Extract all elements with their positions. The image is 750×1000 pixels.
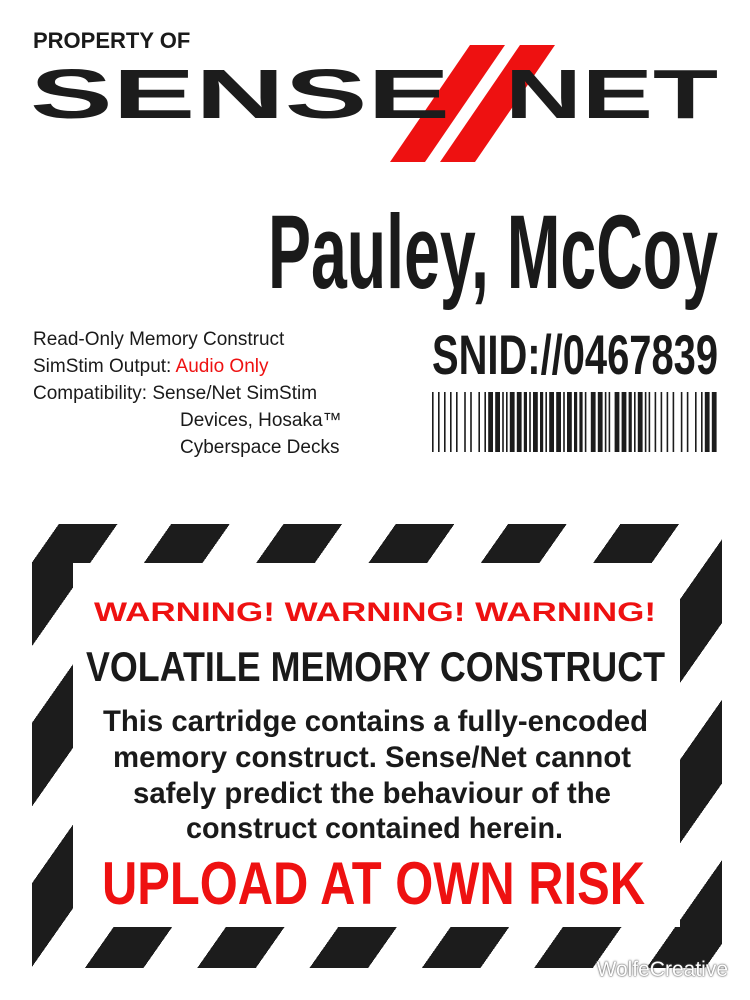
warning-body-line: construct contained herein. — [186, 812, 563, 845]
warning-repeat: WARNING! WARNING! WARNING! — [94, 597, 656, 627]
logo-sense: SENSE — [30, 55, 450, 133]
simstim-label: SimStim Output: — [33, 356, 176, 377]
watermark: WolfeCreative — [596, 958, 728, 981]
warning-title: VOLATILE MEMORY CONSTRUCT — [86, 643, 666, 690]
warning-body-line: safely predict the behaviour of the — [133, 777, 611, 810]
info-compat: Compatibility: Sense/Net SimStim — [33, 383, 318, 404]
upload-risk-label: UPLOAD AT OWN RISK — [102, 850, 645, 917]
warning-body-line: memory construct. Sense/Net cannot — [113, 741, 631, 774]
property-of-label: PROPERTY OF — [33, 28, 191, 53]
owner-name: Pauley, McCoy — [268, 194, 718, 311]
snid: SNID://0467839 — [432, 323, 718, 386]
info-compat-2: Devices, Hosaka™ — [180, 410, 342, 431]
warning-body-line: This cartridge contains a fully-encoded — [103, 705, 648, 738]
simstim-value: Audio Only — [175, 356, 269, 377]
info-compat-3: Cyberspace Decks — [180, 437, 340, 458]
info-type: Read-Only Memory Construct — [33, 329, 285, 350]
logo-net: NET — [505, 55, 718, 133]
